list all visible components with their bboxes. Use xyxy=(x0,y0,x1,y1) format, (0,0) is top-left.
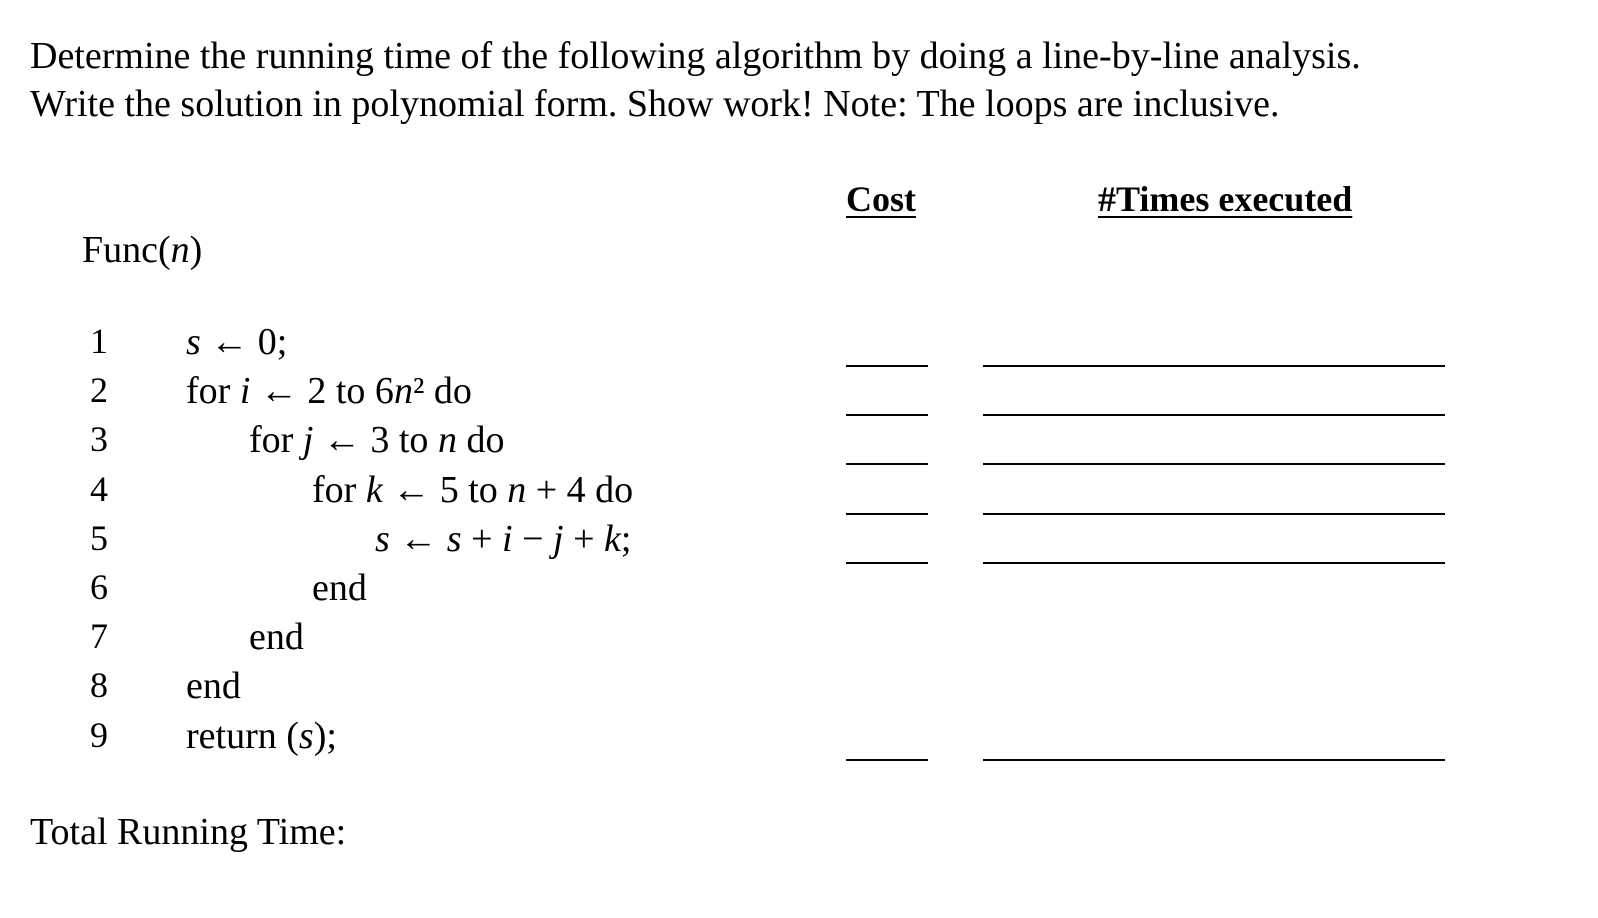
code-text xyxy=(186,369,472,413)
line-number: 8 xyxy=(90,665,108,706)
math-variable: s xyxy=(298,714,314,757)
math-variable: n xyxy=(507,468,527,511)
total-running-time-label: Total Running Time: xyxy=(30,811,347,853)
times-executed-column-header: #Times executed xyxy=(1098,179,1353,219)
line-number: 3 xyxy=(90,419,108,460)
math-variable: s xyxy=(446,517,462,560)
code-token: + xyxy=(563,517,605,560)
code-token: ); xyxy=(313,714,337,757)
instruction-line-2: Write the solution in polynomial form. Show work! Note: The loops are inclusive. xyxy=(30,83,1280,125)
line-number: 1 xyxy=(90,321,108,361)
code-token: ← 3 to xyxy=(313,419,438,462)
code-token: for xyxy=(312,468,366,511)
code-line xyxy=(0,418,1598,468)
math-variable: j xyxy=(553,517,564,560)
code-line xyxy=(0,615,1598,665)
code-line xyxy=(0,566,1598,616)
code-text xyxy=(186,320,287,364)
line-number: 9 xyxy=(90,714,108,755)
code-text xyxy=(312,566,367,610)
function-name: Func( xyxy=(82,229,171,271)
cost-blank[interactable] xyxy=(846,562,928,564)
math-variable: k xyxy=(604,517,621,560)
code-line xyxy=(0,468,1598,518)
code-line xyxy=(0,714,1598,764)
code-token: do xyxy=(456,419,505,462)
code-line xyxy=(0,517,1598,567)
cost-blank[interactable] xyxy=(846,513,928,515)
cost-blank[interactable] xyxy=(846,365,928,367)
times-executed-blank[interactable] xyxy=(983,759,1445,761)
times-executed-blank[interactable] xyxy=(983,463,1445,465)
code-token: end xyxy=(249,616,304,659)
line-number: 2 xyxy=(90,370,108,411)
math-variable: n xyxy=(437,419,457,462)
code-token: do xyxy=(424,370,472,413)
code-token: end xyxy=(186,665,241,708)
math-variable: k xyxy=(365,468,383,511)
math-variable: i xyxy=(239,370,251,413)
times-executed-blank[interactable] xyxy=(983,365,1445,367)
code-token: + 4 do xyxy=(526,468,634,511)
code-token: ² xyxy=(412,370,425,413)
code-text xyxy=(312,468,633,512)
code-text xyxy=(249,615,304,659)
code-token: ← 0; xyxy=(200,321,288,363)
math-variable: s xyxy=(186,321,201,363)
instruction-line-1: Determine the running time of the following algorithm by doing a line-by-line analysis. xyxy=(30,35,1361,77)
code-token: for xyxy=(249,419,303,462)
line-number: 5 xyxy=(90,517,108,558)
code-text xyxy=(375,517,631,561)
math-variable: i xyxy=(502,517,513,560)
code-token: return ( xyxy=(186,714,299,757)
line-number: 4 xyxy=(90,468,108,509)
cost-blank[interactable] xyxy=(846,463,928,465)
line-number: 7 xyxy=(90,616,108,657)
code-token: − xyxy=(512,517,554,560)
line-number: 6 xyxy=(90,567,108,607)
code-token: ← 5 to xyxy=(382,468,508,511)
math-variable: j xyxy=(302,419,314,462)
cost-column-header: Cost xyxy=(846,179,916,219)
function-close-paren: ) xyxy=(189,229,203,271)
code-token: + xyxy=(461,517,503,560)
math-variable: s xyxy=(375,517,390,560)
times-executed-blank[interactable] xyxy=(983,562,1445,564)
function-signature xyxy=(82,228,202,272)
cost-blank[interactable] xyxy=(846,759,928,761)
code-text xyxy=(186,714,337,758)
code-text xyxy=(186,664,241,708)
times-executed-blank[interactable] xyxy=(983,513,1445,515)
code-token: ← 2 to 6 xyxy=(250,370,394,413)
code-line xyxy=(0,664,1598,714)
code-line xyxy=(0,369,1598,419)
code-token: end xyxy=(312,567,367,609)
code-text xyxy=(249,418,504,462)
times-executed-blank[interactable] xyxy=(983,414,1445,416)
cost-blank[interactable] xyxy=(846,414,928,416)
code-token: ; xyxy=(620,517,632,560)
code-line xyxy=(0,320,1598,370)
code-token: for xyxy=(186,370,240,413)
code-token: ← xyxy=(389,517,447,560)
math-variable: n xyxy=(393,370,413,413)
function-param: n xyxy=(170,229,190,271)
